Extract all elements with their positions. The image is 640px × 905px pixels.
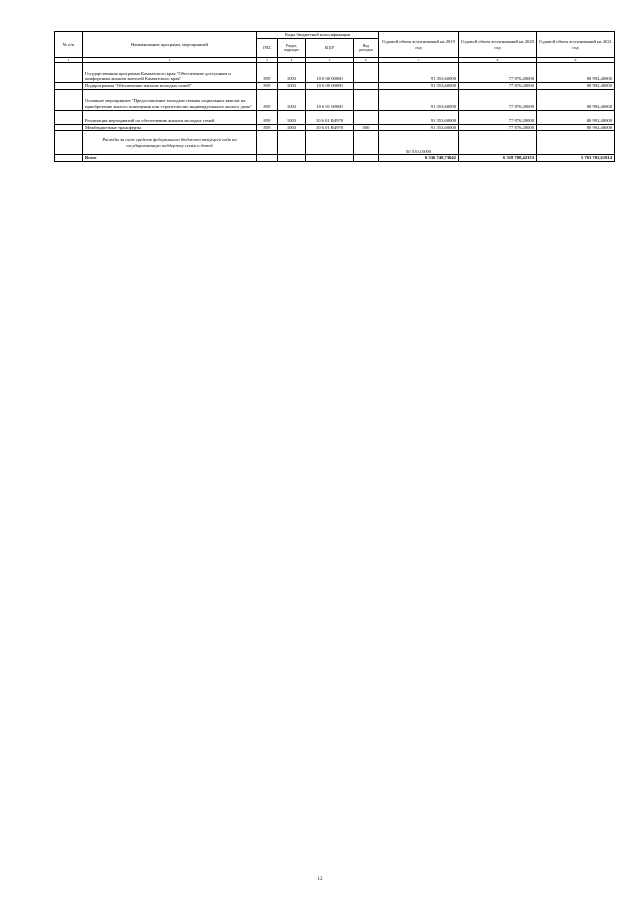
col-number: 6 [354,58,379,63]
header-razdel: Раздел, подраздел [278,39,306,58]
row-kcsr: 10 6 00 00000 [306,83,354,90]
total-row [55,155,615,162]
empty-cell [55,131,83,155]
empty-cell [306,131,354,155]
row-grbs: 859 [257,89,278,110]
row-2019: 91 353,60000 [379,63,459,83]
row-num [55,124,83,131]
row-vid: 500 [354,124,379,131]
row-2021: 80 992,40000 [537,63,615,83]
empty-cell [257,131,278,155]
row-vid [354,110,379,124]
row-kcsr: 10 6 01 R4970 [306,124,354,131]
table-row [55,63,615,83]
table-row [55,110,615,124]
total-2021: 5 763 702,61914 [537,155,615,162]
row-num [55,83,83,90]
empty-cell [257,155,278,162]
header-2020: Годовой объем ассигнований на 2020 год [459,32,537,58]
row-2019: 91 353,60000 [379,110,459,124]
row-2020: 77 876,20000 [459,83,537,90]
row-razdel: 1003 [278,89,306,110]
row-kcsr: 10 6 01 R4970 [306,110,354,124]
empty-cell [537,131,615,155]
row-2021: 80 992,40000 [537,89,615,110]
row-grbs: 859 [257,124,278,131]
col-number: 4 [278,58,306,63]
empty-cell [354,131,379,155]
row-kcsr: 10 6 01 00000 [306,89,354,110]
row-kcsr: 10 0 00 00000 [306,63,354,83]
row-2021: 80 992,40000 [537,83,615,90]
row-num [55,110,83,124]
col-number: 7 [379,58,459,63]
header-num: № п/п [55,32,83,58]
header-name: Наименование программ, мероприятий [83,32,257,58]
row-2020: 77 876,20000 [459,124,537,131]
col-number: 8 [459,58,537,63]
row-num [55,63,83,83]
row-name: Основное мероприятие "Предоставление молодым семьям социальных выплат на приобретение жилого помещения или строительство индивидуального жилого дома" [83,89,257,110]
row-razdel: 1003 [278,124,306,131]
header-2019: Годовой объем ассигнований на 2019 год [379,32,459,58]
empty-cell [278,131,306,155]
row-name: Реализация мероприятий по обеспечению жильем молодых семей [83,110,257,124]
empty-cell [55,155,83,162]
table-row [55,124,615,131]
row-2020: 77 876,20000 [459,110,537,124]
row-2021: 80 992,40000 [537,110,615,124]
header-vid: Вид расходов [354,39,379,58]
row-vid [354,83,379,90]
header-kcsr: КЦСР [306,39,354,58]
row-2021: 80 992,40000 [537,124,615,131]
header-2021: Годовой объем ассигнований на 2021 год [537,32,615,58]
row-vid [354,89,379,110]
col-number: 9 [537,58,615,63]
empty-cell [306,155,354,162]
col-number: 1 [55,58,83,63]
row-name: Межбюджетные трансферты [83,124,257,131]
header-grbs: ГРБС [257,39,278,58]
col-number: 5 [306,58,354,63]
row-2019: 91 353,60000 [379,124,459,131]
table-row [55,89,615,110]
row-vid [354,63,379,83]
total-2019: 6 536 748,73042 [379,155,459,162]
page-number: 12 [317,877,323,882]
row-name: Подпрограмма "Обеспечение жильем молодых семей" [83,83,257,90]
row-razdel: 1003 [278,110,306,124]
empty-cell [278,155,306,162]
note-row [55,131,615,155]
note-text: Расходы за счет средств федерального бюджета текущего года на государственную поддержку семьи и детей [83,131,257,155]
row-grbs: 859 [257,63,278,83]
col-number: 3 [257,58,278,63]
empty-cell [354,155,379,162]
row-2019: 91 353,60000 [379,89,459,110]
row-2020: 77 876,20000 [459,89,537,110]
row-grbs: 859 [257,83,278,90]
row-num [55,89,83,110]
row-2019: 91 353,60000 [379,83,459,90]
row-razdel: 1003 [278,83,306,90]
total-2020: 6 318 700,42353 [459,155,537,162]
row-grbs: 859 [257,110,278,124]
row-razdel: 1003 [278,63,306,83]
budget-table [54,31,615,162]
col-number: 2 [83,58,257,63]
table-row [55,83,615,90]
header-budget-codes: Коды бюджетной классификации [257,32,379,39]
note-2019: 50 510,10000 [379,131,459,155]
row-2020: 77 876,20000 [459,63,537,83]
row-name: Государственная программа Камчатского края "Обеспечение доступным и комфортным жильем жителей Камчатского края" [83,63,257,83]
total-label: Всего [83,155,257,162]
empty-cell [459,131,537,155]
